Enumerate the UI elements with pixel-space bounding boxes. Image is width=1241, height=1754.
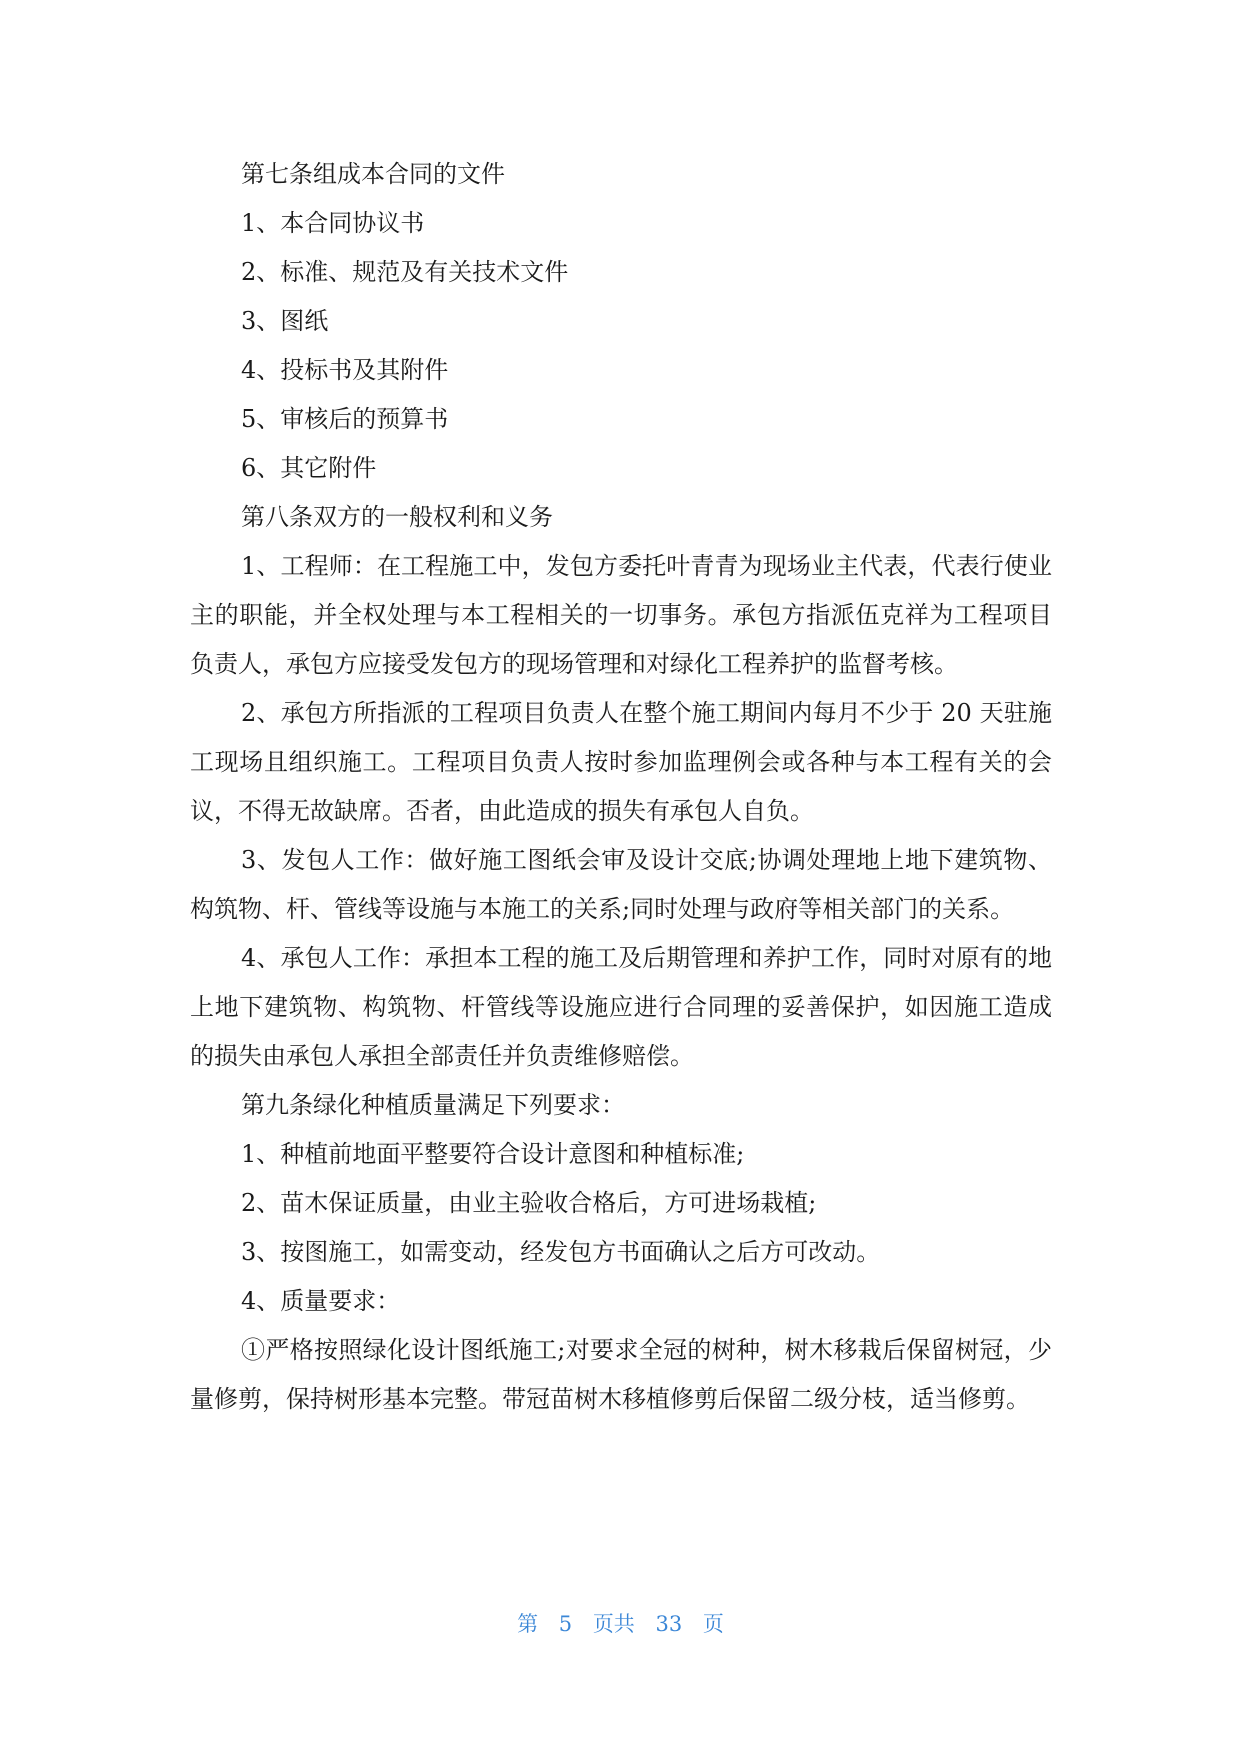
paragraph-project-manager: 2、承包方所指派的工程项目负责人在整个施工期间内每月不少于 20 天驻施工现场且组织施工。工程项目负责人按时参加监理例会或各种与本工程有关的会议，不得无故缺席。否者，由此造成的损失有承包人自负。 (190, 699, 1052, 825)
list-item: 2、标准、规范及有关技术文件 (241, 258, 569, 286)
article-7-heading: 第七条组成本合同的文件 (241, 160, 505, 188)
list-item: 2、苗木保证质量，由业主验收合格后，方可进场栽植; (241, 1189, 817, 1217)
paragraph-contractor-duties: 4、承包人工作：承担本工程的施工及后期管理和养护工作，同时对原有的地上地下建筑物、构筑物、杆管线等设施应进行合同理的妥善保护，如因施工造成的损失由承包人承担全部责任并负责维修赔偿。 (190, 944, 1052, 1070)
paragraph-quality-requirement: ①严格按照绿化设计图纸施工;对要求全冠的树种，树木移栽后保留树冠，少量修剪，保持树形基本完整。带冠苗树木移植修剪后保留二级分枝，适当修剪。 (190, 1336, 1052, 1413)
paragraph-engineer: 1、工程师：在工程施工中，发包方委托叶青青为现场业主代表，代表行使业主的职能，并全权处理与本工程相关的一切事务。承包方指派伍克祥为工程项目负责人，承包方应接受发包方的现场管理和对绿化工程养护的监督考核。 (190, 552, 1052, 678)
list-item: 4、质量要求： (241, 1287, 401, 1315)
list-item: 3、按图施工，如需变动，经发包方书面确认之后方可改动。 (241, 1238, 881, 1266)
paragraph-employer-duties: 3、发包人工作：做好施工图纸会审及设计交底;协调处理地上地下建筑物、构筑物、杆、管线等设施与本施工的关系;同时处理与政府等相关部门的关系。 (190, 846, 1052, 923)
total-pages-number: 33 (655, 1612, 683, 1636)
list-item: 1、种植前地面平整要符合设计意图和种植标准; (241, 1140, 745, 1168)
list-item: 1、本合同协议书 (241, 209, 425, 237)
article-9-heading: 第九条绿化种植质量满足下列要求： (241, 1091, 625, 1119)
list-item: 5、审核后的预算书 (241, 405, 449, 433)
footer-middle: 页共 (592, 1612, 635, 1636)
document-body (190, 150, 1052, 1424)
footer-prefix: 第 (517, 1612, 539, 1636)
page-number-footer (0, 1608, 1241, 1638)
current-page-number: 5 (558, 1612, 573, 1636)
list-item: 6、其它附件 (241, 454, 377, 482)
list-item: 4、投标书及其附件 (241, 356, 449, 384)
article-8-heading: 第八条双方的一般权利和义务 (241, 503, 553, 531)
footer-suffix: 页 (702, 1612, 724, 1636)
list-item: 3、图纸 (241, 307, 329, 335)
